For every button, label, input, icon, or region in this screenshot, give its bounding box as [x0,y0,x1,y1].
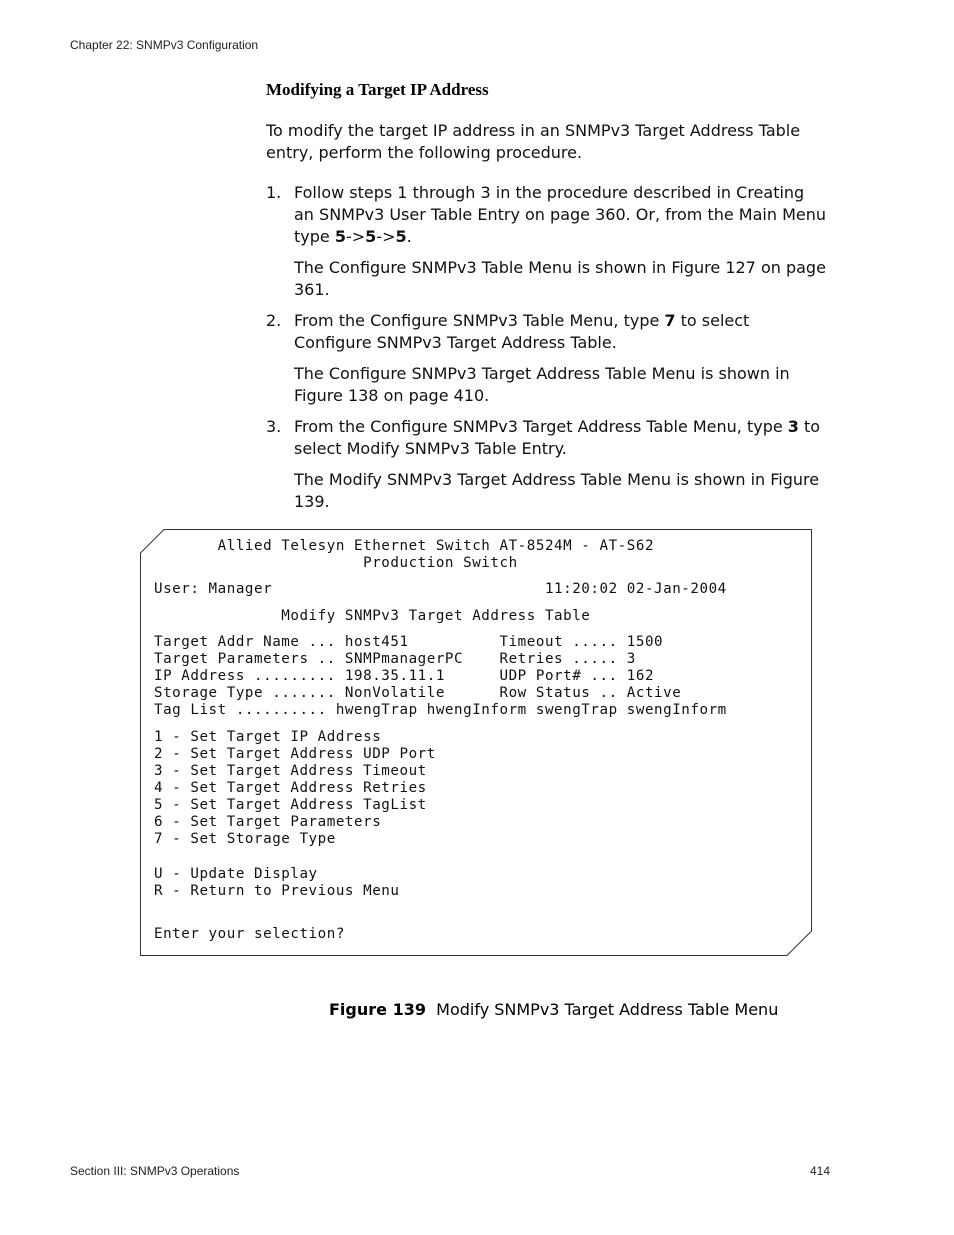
step-1 [266,182,826,248]
terminal-field-line: Target Parameters .. SNMPmanagerPC Retries ..... 3 [154,651,636,667]
terminal-menu-option: 7 - Set Storage Type [154,831,336,847]
step-2-note: The Configure SNMPv3 Target Address Table Menu is shown in Figure 138 on page 410. [294,364,790,405]
terminal-subtitle-line: Production Switch [154,555,518,571]
terminal-title-line: Allied Telesyn Ethernet Switch AT-8524M - AT-S62 [154,538,655,554]
intro-paragraph: To modify the target IP address in an SNMPv3 Target Address Table entry, perform the following procedure. [266,121,801,162]
figure-caption [329,1000,778,1019]
terminal-menu-option: R - Return to Previous Menu [154,883,400,899]
terminal-menu-option: U - Update Display [154,866,318,882]
terminal-menu-option: 2 - Set Target Address UDP Port [154,746,436,762]
terminal-field-line: IP Address ......... 198.35.11.1 UDP Port# ... 162 [154,668,655,684]
terminal-menu-title: Modify SNMPv3 Target Address Table [154,608,591,624]
terminal-field-line: Target Addr Name ... host451 Timeout ..... 1500 [154,634,664,650]
page-number: 414 [810,1164,831,1178]
figure-label: Figure 139 [329,1000,426,1019]
step-1-note: The Configure SNMPv3 Table Menu is shown in Figure 127 on page 361. [294,258,826,299]
running-head: Chapter 22: SNMPv3 Configuration [70,38,259,52]
section-heading: Modifying a Target IP Address [266,80,489,99]
step-3-note: The Modify SNMPv3 Target Address Table Menu is shown in Figure 139. [294,470,820,511]
step-text: From the Configure SNMPv3 Target Address Table Menu, type 3 to select Modify SNMPv3 Table Entry. [294,417,821,458]
step-2 [266,310,826,354]
figure-title: Modify SNMPv3 Target Address Table Menu [436,1000,779,1019]
terminal-menu-option: 5 - Set Target Address TagList [154,797,427,813]
terminal-user-line: User: Manager 11:20:02 02-Jan-2004 [154,581,727,597]
step-text: Follow steps 1 through 3 in the procedure described in Creating an SNMPv3 User Table Entry on page 360. Or, from the Main Menu type 5->5->5. [294,183,827,246]
terminal-menu-option: 4 - Set Target Address Retries [154,780,427,796]
terminal-field-line: Storage Type ....... NonVolatile Row Status .. Active [154,685,682,701]
terminal-menu-option: 6 - Set Target Parameters [154,814,382,830]
terminal-prompt: Enter your selection? [154,926,345,942]
step-number: 2. [266,311,282,330]
terminal-screen [140,529,812,956]
step-number: 3. [266,417,282,436]
footer-section: Section III: SNMPv3 Operations [70,1164,240,1178]
terminal-menu-option: 1 - Set Target IP Address [154,729,382,745]
step-3 [266,416,826,460]
terminal-field-line: Tag List .......... hwengTrap hwengInform swengTrap swengInform [154,702,727,718]
step-text: From the Configure SNMPv3 Table Menu, type 7 to select Configure SNMPv3 Target Address Table. [294,311,750,352]
step-number: 1. [266,183,282,202]
terminal-menu-option: 3 - Set Target Address Timeout [154,763,427,779]
